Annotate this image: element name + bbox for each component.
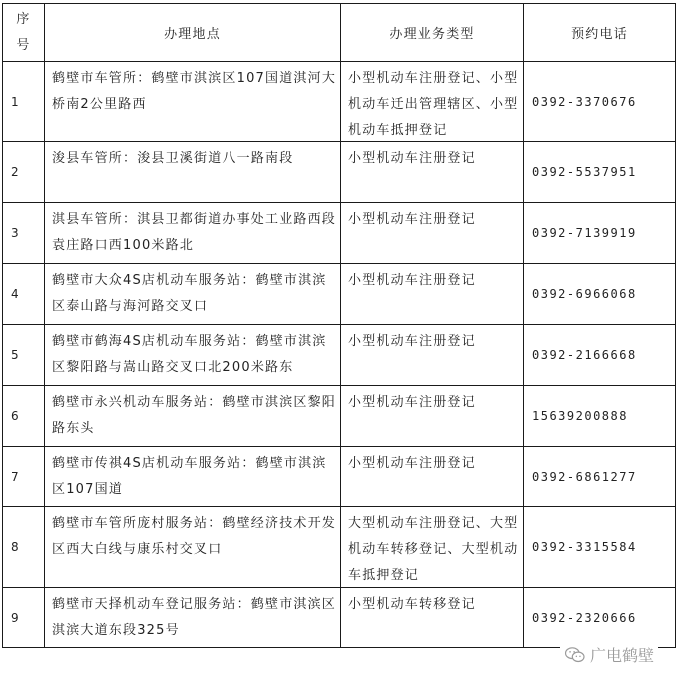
row-seq: 2 <box>11 165 20 179</box>
row-business: 小型机动车注册登记 <box>340 142 523 202</box>
row-seq: 1 <box>11 94 20 109</box>
header-phone: 预约电话 <box>523 4 675 61</box>
table-row <box>3 61 675 141</box>
row-seq: 7 <box>11 469 20 484</box>
row-phone: 0392-3370676 <box>523 62 675 141</box>
header-seq-line1: 序 <box>16 11 31 27</box>
table-header-row <box>3 4 675 61</box>
row-seq: 8 <box>11 540 20 554</box>
row-business: 小型机动车注册登记 <box>340 447 523 506</box>
row-seq: 3 <box>11 226 20 240</box>
table-row <box>3 385 675 446</box>
row-business: 小型机动车注册登记 <box>340 264 523 324</box>
row-phone: 0392-2320666 <box>523 588 675 647</box>
row-seq: 4 <box>11 287 20 301</box>
row-location: 鹤壁市鹤海4S店机动车服务站：鹤壁市淇滨区黎阳路与嵩山路交叉口北200米路东 <box>44 325 340 385</box>
row-seq: 9 <box>11 610 20 625</box>
row-location: 鹤壁市传祺4S店机动车服务站：鹤壁市淇滨区107国道 <box>44 447 340 506</box>
watermark <box>560 643 658 666</box>
row-business: 小型机动车注册登记、小型机动车迁出管理辖区、小型机动车抵押登记 <box>340 62 523 141</box>
row-location: 鹤壁市大众4S店机动车服务站：鹤壁市淇滨区泰山路与海河路交叉口 <box>44 264 340 324</box>
header-business: 办理业务类型 <box>340 4 523 61</box>
header-seq-line2: 号 <box>16 37 31 53</box>
row-phone: 0392-6861277 <box>523 447 675 506</box>
row-seq: 5 <box>11 348 20 362</box>
row-location: 淇县车管所：淇县卫都街道办事处工业路西段袁庄路口西100米路北 <box>44 203 340 263</box>
row-business: 大型机动车注册登记、大型机动车转移登记、大型机动车抵押登记 <box>340 507 523 587</box>
service-locations-table <box>2 3 676 648</box>
row-phone: 0392-7139919 <box>523 203 675 263</box>
row-business: 小型机动车注册登记 <box>340 386 523 446</box>
row-business: 小型机动车注册登记 <box>340 203 523 263</box>
row-phone: 0392-6966068 <box>523 264 675 324</box>
row-phone: 0392-3315584 <box>523 507 675 587</box>
header-seq <box>3 4 44 61</box>
watermark-text: 广电鹤壁 <box>590 646 655 665</box>
row-location: 鹤壁市天择机动车登记服务站：鹤壁市淇滨区淇滨大道东段325号 <box>44 588 340 647</box>
table-row <box>3 506 675 587</box>
row-location: 鹤壁市永兴机动车服务站：鹤壁市淇滨区黎阳路东头 <box>44 386 340 446</box>
table-row <box>3 263 675 324</box>
table-row <box>3 324 675 385</box>
header-location: 办理地点 <box>44 4 340 61</box>
row-phone: 0392-2166668 <box>523 325 675 385</box>
table-row <box>3 202 675 263</box>
row-business: 小型机动车转移登记 <box>340 588 523 647</box>
row-location: 鹤壁市车管所：鹤壁市淇滨区107国道淇河大桥南2公里路西 <box>44 62 340 141</box>
table-row <box>3 141 675 202</box>
row-location: 鹤壁市车管所庞村服务站：鹤壁经济技术开发区西大白线与康乐村交叉口 <box>44 507 340 587</box>
row-phone: 0392-5537951 <box>523 142 675 202</box>
row-phone: 15639200888 <box>523 386 675 446</box>
row-business: 小型机动车注册登记 <box>340 325 523 385</box>
table-row <box>3 587 675 647</box>
wechat-icon <box>564 646 586 664</box>
row-seq: 6 <box>11 409 20 423</box>
table-row <box>3 446 675 506</box>
row-location: 浚县车管所：浚县卫溪街道八一路南段 <box>44 142 340 202</box>
